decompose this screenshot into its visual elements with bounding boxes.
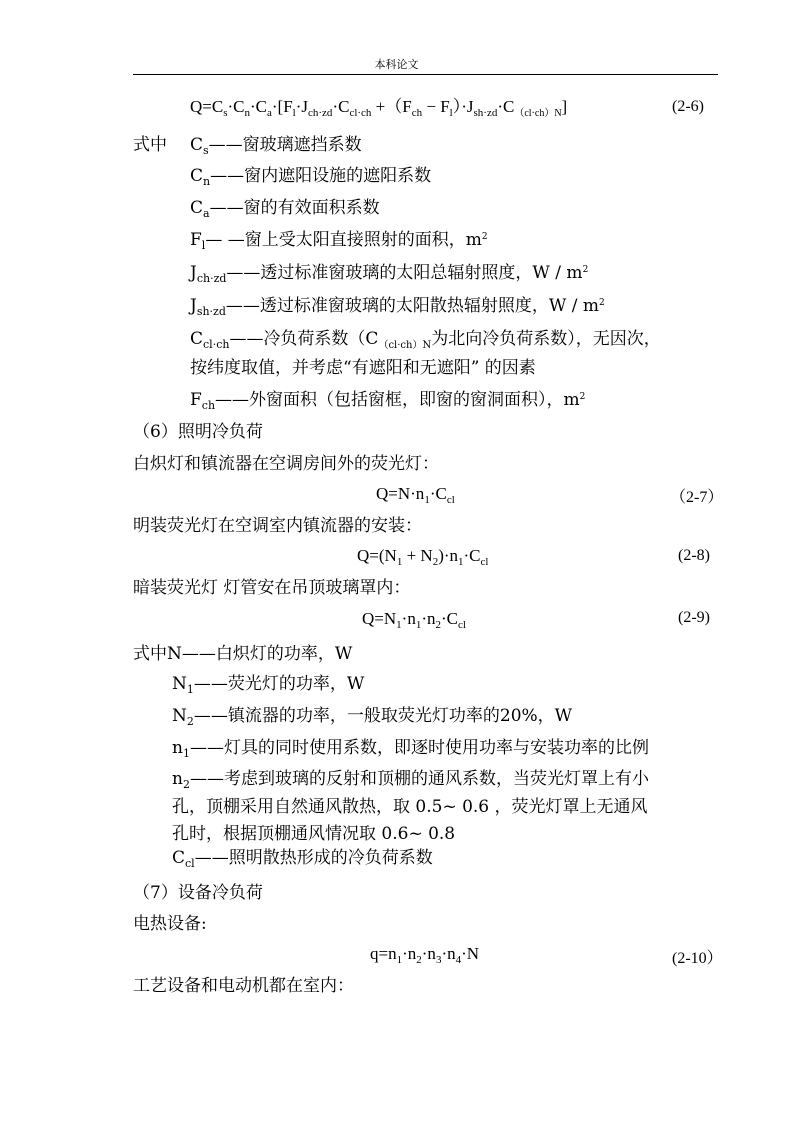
equation-2-8: $Q=(N_1 + N_2)\cdot n_1\cdot C_{cl}$ bbox=[357, 546, 489, 568]
def-jsh: $J_{sh\cdot zd}——$透过标准窗玻璃的太阳散热辐射照度，W / $m^2$ bbox=[190, 296, 605, 318]
lighting-text-3: 暗装荧光灯 灯管安在吊顶玻璃罩内： bbox=[133, 578, 411, 598]
def-lower-n2-cont-2: 孔时，根据顶棚通风情况取 0.6~ 0.8 bbox=[172, 824, 456, 844]
equation-2-6: $Q=C_s\cdot C_n\cdot C_a\cdot[F_l\cdot J_{ch\cdot zd}\cdot C_{cl\cdot ch} +(F_{ch} - F_l)\cdot J_{sh\cdot zd}\cdot C_{(cl\cdot ch)N}]$ bbox=[190, 97, 568, 119]
def-n: 式中N——白炽灯的功率，W bbox=[133, 644, 353, 664]
equation-2-10: $q=n_1\cdot n_2\cdot n_3\cdot n_4\cdot N$ bbox=[370, 944, 480, 966]
equation-number-2-7: （2-7） bbox=[670, 489, 724, 506]
def-lower-n2-cont-1: 孔，顶棚采用自然通风散热，取 0.5~ 0.6 ，荧光灯罩上无通风 bbox=[172, 797, 648, 817]
def-n2: $N_2——$镇流器的功率，一般取荧光灯功率的20%，W bbox=[172, 706, 573, 728]
def-fch: $F_{ch}——$外窗面积（包括窗框，即窗的窗洞面积），$m^2$ bbox=[190, 390, 586, 412]
def-lower-n2: $n_2——$考虑到玻璃的反射和顶棚的通风系数，当荧光灯罩上有小 bbox=[172, 769, 649, 791]
def-n1: $N_1——$荧光灯的功率，W bbox=[172, 674, 365, 696]
equipment-text-1: 电热设备: bbox=[133, 914, 207, 934]
def-fl: $F_l—$ —窗上受太阳直接照射的面积，$m^2$ bbox=[190, 230, 488, 252]
section-7-heading: （7）设备冷负荷 bbox=[133, 883, 263, 903]
lighting-text-2: 明装荧光灯在空调室内镇流器的安装： bbox=[133, 516, 422, 536]
equation-number-2-9: (2-9) bbox=[678, 609, 710, 626]
equation-number-2-8: (2-8) bbox=[678, 547, 710, 564]
def-ccl-cont: 按纬度取值，并考虑“有遮阳和无遮阳” 的因素 bbox=[190, 358, 536, 378]
equation-2-9: $Q=N_1\cdot n_1\cdot n_2\cdot C_{cl}$ bbox=[362, 609, 466, 631]
header-rule bbox=[133, 74, 718, 75]
def-ccl-lighting: $C_{cl}——$照明散热形成的冷负荷系数 bbox=[172, 848, 433, 870]
page-header: 本科论文 bbox=[374, 58, 419, 71]
def-lower-n1: $n_1——$灯具的同时使用系数，即逐时使用功率与安装功率的比例 bbox=[172, 738, 649, 760]
equation-number-2-10: (2-10） bbox=[672, 950, 723, 967]
def-jch: $J_{ch\cdot zd}——$透过标准窗玻璃的太阳总辐射照度，W / $m^2$ bbox=[190, 263, 589, 285]
def-ca: $C_a——$窗的有效面积系数 bbox=[190, 198, 380, 220]
lighting-text-1: 白炽灯和镇流器在空调房间外的荧光灯： bbox=[133, 454, 439, 474]
def-cn: $C_n——$窗内遮阳设施的遮阳系数 bbox=[190, 166, 432, 188]
equipment-text-2: 工艺设备和电动机都在室内： bbox=[133, 976, 354, 996]
equation-2-7: $Q=N\cdot n_1\cdot C_{cl}$ bbox=[376, 484, 455, 506]
def-cs: $C_s——$窗玻璃遮挡系数 bbox=[190, 135, 362, 157]
section-6-heading: （6）照明冷负荷 bbox=[133, 422, 263, 442]
def-ccl: $C_{cl\cdot ch}——$冷负荷系数（$C_{(cl\cdot ch)N}$为北向冷负荷系数），无因次， bbox=[190, 329, 661, 351]
equation-number-2-6: (2-6) bbox=[672, 98, 704, 115]
where-label: 式中 bbox=[133, 135, 167, 155]
